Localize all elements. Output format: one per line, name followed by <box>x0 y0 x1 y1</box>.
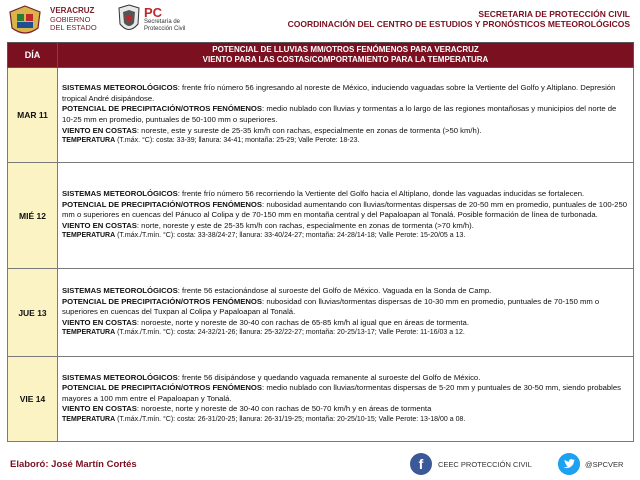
potencial-text: : nubosidad aumentando con lluvias/tormentas dispersas de 20-50 mm en promedio, puntuales de 100-250 mm o superiores en cuencas del Pánuco al Colipa y de 70-150 mm en montaña central y del Papaloapan al Tonalá. Posible formación de línea de turbonada. <box>62 199 628 220</box>
day-cell: MIÉ 12 <box>8 163 58 269</box>
twitter-handle-link[interactable]: @SPCVER <box>585 460 624 469</box>
temperatura-line <box>62 136 629 147</box>
potencial-text: : medio nublado con lluvias y tormentas a lo largo de las regiones montañosas y municipios del norte de 10-25 mm en promedio, puntuales de 50-100 mm o superiores. <box>62 104 617 124</box>
temperatura-text: (T.máx./T.mín. °C): costa: 26-31/20-25; llanura: 26-31/19-25; montaña: 20-25/10-15; Valle Perote: 13-18/00 a 08. <box>115 415 466 423</box>
potencial-label: POTENCIAL DE PRECIPITACIÓN/OTROS FENÓMENOS <box>62 296 263 306</box>
veracruz-coat-of-arms-icon <box>6 4 44 38</box>
sistemas-text: : frente frío número 56 ingresando al noreste de México, induciendo vaguadas sobre la Vertiente del Golfo y Altiplano. Depresión tropical André disipándose. <box>62 83 616 103</box>
gov-line-2: GOBIERNO <box>50 14 91 24</box>
temperatura-text: (T.máx. °C): costa: 33-39; llanura: 34-41; montaña: 25-29; Valle Perote: 18-23. <box>115 137 360 145</box>
temperatura-line <box>62 231 629 242</box>
sistemas-text: : frente 56 estacionándose al suroeste del Golfo de México. Vaguada en la Sonda de Camp. <box>177 286 492 296</box>
sistemas-line <box>62 83 629 104</box>
forecast-title-line-1: POTENCIAL DE LLUVIAS MM/OTROS FENÓMENOS PARA VERACRUZ <box>212 45 479 54</box>
sistemas-line <box>62 286 629 297</box>
temperatura-text: (T.máx./T.mín. °C): costa: 24-32/21-26; llanura: 25-32/22-27; montaña: 20-25/13-17; Valle Perote: 11-16/03 a 12. <box>115 329 465 337</box>
viento-text: : noroeste, norte y noreste de 30-40 con rachas de 65-85 km/h al igual que en áreas de tormenta. <box>136 317 469 327</box>
potencial-label: POTENCIAL DE PRECIPITACIÓN/OTROS FENÓMENOS <box>62 104 263 114</box>
sistemas-text: : frente frío número 56 recorriendo la Vertiente del Golfo hacia el Altiplano, donde las vaguadas inducidas se fortalecen. <box>177 189 585 199</box>
viento-text: : noroeste, norte y noreste de 30-40 con rachas de 50-70 km/h y en áreas de tormenta <box>136 404 432 414</box>
potencial-label: POTENCIAL DE PRECIPITACIÓN/OTROS FENÓMENOS <box>62 199 263 209</box>
potencial-line <box>62 200 629 221</box>
potencial-text: : nubosidad con lluvias/tormentas dispersas de 10-30 mm en promedio, puntuales de 70-150 mm o superiores en cuencas del Tuxpan al Colipa y Papaloapan al Tonalá. <box>62 296 600 317</box>
facebook-link[interactable]: CEEC PROTECCIÓN CIVIL <box>438 460 532 469</box>
viento-line <box>62 318 629 329</box>
forecast-cell <box>58 68 634 163</box>
author-credit: Elaboró: José Martín Cortés <box>10 459 137 470</box>
day-cell: VIE 14 <box>8 357 58 442</box>
viento-label: VIENTO EN COSTAS <box>62 317 137 327</box>
table-row <box>8 357 634 442</box>
forecast-title-line-2: VIENTO PARA LAS COSTAS/COMPORTAMIENTO PARA LA TEMPERATURA <box>202 55 489 64</box>
sistemas-label: SISTEMAS METEOROLÓGICOS <box>62 286 178 296</box>
veracruz-government-logo-text <box>50 7 97 33</box>
sistemas-label: SISTEMAS METEOROLÓGICOS <box>62 83 178 93</box>
forecast-table <box>7 42 634 442</box>
sistemas-line <box>62 373 629 384</box>
potencial-line <box>62 297 629 318</box>
header-agency-titles <box>288 9 630 29</box>
day-column-header: DÍA <box>8 43 58 68</box>
gov-line-3: DEL ESTADO <box>50 23 97 32</box>
pc-subtitle-2: Protección Civil <box>144 25 186 32</box>
potencial-text: : medio nublado con lluvias/tormentas dispersas de 5-20 mm y puntuales de 30-50 mm, siendo probables mayores a 100 mm entre el Papaloapan y Tonalá. <box>62 383 621 403</box>
pc-title: PC <box>144 5 163 20</box>
gov-line-1: VERACRUZ <box>50 6 95 15</box>
page-footer <box>0 448 640 480</box>
pc-logo <box>144 6 185 32</box>
forecast-column-header <box>58 43 634 68</box>
temperatura-label: TEMPERATURA <box>62 415 116 423</box>
sistemas-text: : frente 56 disipándose y quedando vaguada remanente al suroeste del Golfo de México. <box>177 372 481 382</box>
twitter-icon[interactable] <box>558 453 580 475</box>
table-row <box>8 163 634 269</box>
viento-line <box>62 404 629 415</box>
viento-label: VIENTO EN COSTAS <box>62 125 137 135</box>
forecast-cell <box>58 357 634 442</box>
header-agency-line-1: SECRETARIA DE PROTECCIÓN CIVIL <box>478 9 630 19</box>
page-header <box>0 0 640 42</box>
potencial-label: POTENCIAL DE PRECIPITACIÓN/OTROS FENÓMENOS <box>62 383 263 393</box>
viento-label: VIENTO EN COSTAS <box>62 220 137 230</box>
header-agency-line-2: COORDINACIÓN DEL CENTRO DE ESTUDIOS Y PRONÓSTICOS METEOROLÓGICOS <box>287 19 630 29</box>
sistemas-line <box>62 189 629 200</box>
forecast-cell <box>58 269 634 357</box>
viento-text: : noreste, este y sureste de 25-35 km/h con rachas, especialmente en zonas de tormenta (>50 km/h). <box>136 125 482 135</box>
table-row <box>8 269 634 357</box>
temperatura-label: TEMPERATURA <box>62 232 116 240</box>
potencial-line <box>62 104 629 125</box>
pc-subtitle-1: Secretaría de <box>144 19 181 25</box>
forecast-table-header-row <box>8 43 634 68</box>
viento-line <box>62 126 629 137</box>
viento-label: VIENTO EN COSTAS <box>62 404 137 414</box>
facebook-icon[interactable]: f <box>410 453 432 475</box>
temperatura-label: TEMPERATURA <box>62 329 116 337</box>
day-cell: JUE 13 <box>8 269 58 357</box>
temperatura-text: (T.máx./T.mín. °C): costa: 33-38/24-27; llanura: 33-40/24-27; montaña: 24-28/14-18; Valle Perote: 15-20/05 a 13. <box>115 232 466 240</box>
temperatura-label: TEMPERATURA <box>62 137 116 145</box>
forecast-cell <box>58 163 634 269</box>
temperatura-line <box>62 415 629 426</box>
viento-text: : norte, noreste y este de 25-35 km/h con rachas, especialmente en zonas de tormenta (>70 km/h). <box>136 220 474 230</box>
sistemas-label: SISTEMAS METEOROLÓGICOS <box>62 372 178 382</box>
temperatura-line <box>62 328 629 339</box>
sistemas-label: SISTEMAS METEOROLÓGICOS <box>62 189 178 199</box>
potencial-line <box>62 383 629 404</box>
table-row <box>8 68 634 163</box>
day-cell: MAR 11 <box>8 68 58 163</box>
viento-line <box>62 221 629 232</box>
civil-protection-shield-icon <box>118 4 140 36</box>
